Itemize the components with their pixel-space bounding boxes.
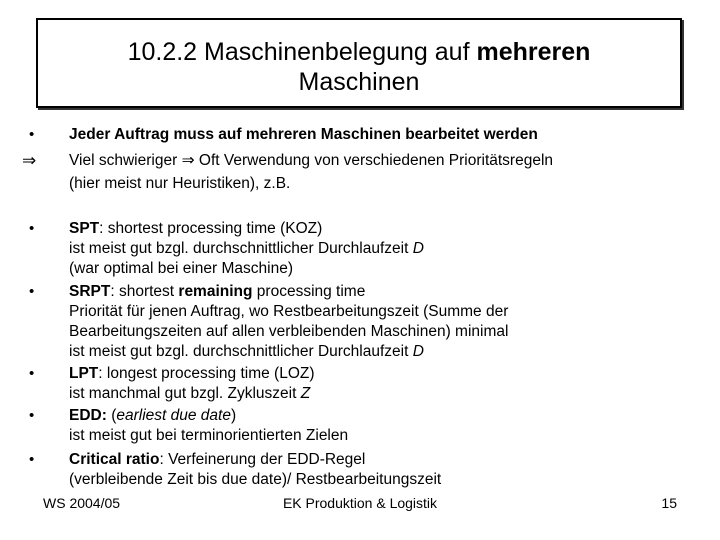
critical-ratio-line-2: (verbleibende Zeit bis due date)/ Restbearbeitungszeit bbox=[69, 471, 442, 488]
title-text: 10.2.2 Maschinenbelegung auf bbox=[127, 38, 477, 66]
bullet-icon: • bbox=[29, 126, 35, 143]
srpt-rule: SRPT: shortest remaining processing time bbox=[69, 283, 366, 300]
critical-ratio-rule: Critical ratio: Verfeinerung der EDD-Regel bbox=[69, 451, 366, 468]
edd-rule: EDD: (earliest due date) bbox=[69, 407, 237, 424]
srpt-line-2: Priorität für jenen Auftrag, wo Restbearbeitungszeit (Summe der bbox=[69, 303, 509, 320]
intro-bullet: Jeder Auftrag muss auf mehreren Maschinen bearbeitet werden bbox=[69, 126, 538, 143]
bullet-icon: • bbox=[29, 407, 35, 424]
edd-line-2: ist meist gut bei terminorientierten Zielen bbox=[69, 427, 349, 444]
lpt-rule: LPT: longest processing time (LOZ) bbox=[69, 365, 315, 382]
slide-title-box bbox=[36, 18, 682, 108]
implies-arrow-icon: ⇒ bbox=[181, 152, 195, 169]
footer-course: EK Produktion & Logistik bbox=[282, 495, 438, 511]
bullet-icon: • bbox=[29, 365, 35, 382]
slide-title-line-1 bbox=[38, 38, 680, 66]
footer-page-number: 15 bbox=[661, 495, 677, 511]
bullet-icon: • bbox=[29, 220, 35, 237]
srpt-line-3: Bearbeitungszeiten auf allen verbleibenden Maschinen) minimal bbox=[69, 323, 509, 340]
bullet-icon: • bbox=[29, 283, 35, 300]
implies-continuation: (hier meist nur Heuristiken), z.B. bbox=[69, 175, 291, 192]
slide-title-line-2: Maschinen bbox=[298, 68, 420, 96]
footer-semester: WS 2004/05 bbox=[43, 495, 121, 511]
srpt-line-4: ist meist gut bzgl. durchschnittlicher Durchlaufzeit D bbox=[69, 343, 424, 360]
implies-line: Viel schwieriger ⇒ Oft Verwendung von verschiedenen Prioritätsregeln bbox=[69, 152, 554, 169]
spt-line-2: ist meist gut bzgl. durchschnittlicher Durchlaufzeit D bbox=[69, 240, 424, 257]
title-bold-word: mehreren bbox=[476, 38, 591, 66]
bullet-icon: • bbox=[29, 451, 35, 468]
lpt-line-2: ist manchmal gut bzgl. Zykluszeit Z bbox=[69, 385, 311, 402]
spt-rule: SPT: shortest processing time (KOZ) bbox=[69, 220, 323, 237]
implies-arrow-icon: ⇒ bbox=[22, 151, 37, 170]
spt-line-3: (war optimal bei einer Maschine) bbox=[69, 260, 293, 277]
